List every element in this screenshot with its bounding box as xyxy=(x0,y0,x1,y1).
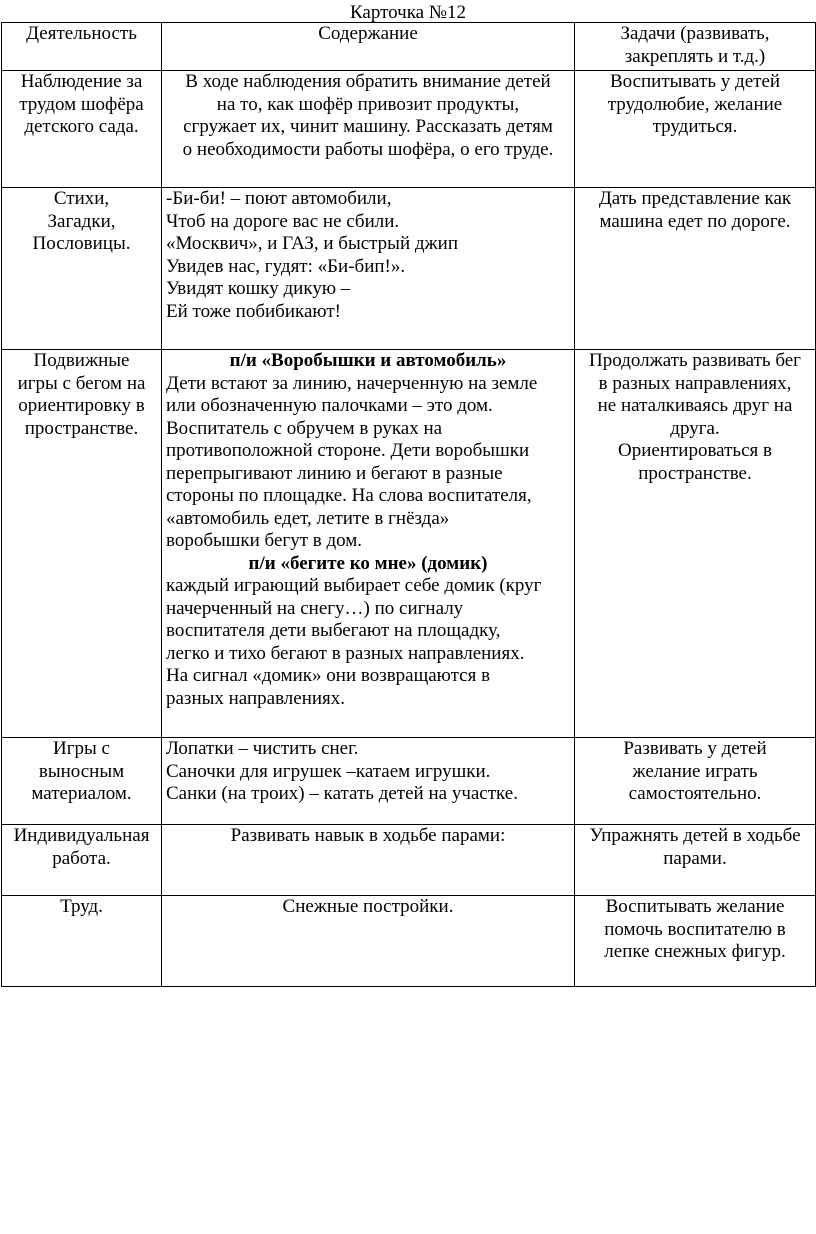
tasks-cell: Продолжать развивать бег в разных направлениях, не наталкиваясь друг на друга. Ориентироваться в пространстве. xyxy=(575,350,816,738)
table-row xyxy=(2,825,816,896)
activity-cell: Труд. xyxy=(2,896,162,987)
header-tasks: Задачи (развивать, закреплять и т.д.) xyxy=(575,23,816,71)
content-cell: п/и «Воробышки и автомобиль» Дети встают за линию, начерченную на земле или обозначенную палочками – это дом. Воспитатель с обручем в руках на противоположной стороне. Дети воробышки перепрыгивают линию и бегают в разные стороны по площадке. На слова воспитателя, «автомобиль едет, летите в гнёзда» воробышки бегут в дом. п/и «бегите ко мне» (домик) каждый играющий выбирает себе домик (круг начерченный на снегу…) по сигналу воспитателя дети выбегают на площадку, легко и тихо бегают в разных направлениях. На сигнал «домик» они возвращаются в разных направлениях. xyxy=(162,350,575,738)
activity-cell: Стихи, Загадки, Пословицы. xyxy=(2,188,162,350)
content-cell: Развивать навык в ходьбе парами: xyxy=(162,825,575,896)
content-cell: В ходе наблюдения обратить внимание детей на то, как шофёр привозит продукты, сгружает их, чинит машину. Рассказать детям о необходимости работы шофёра, о его труде. xyxy=(162,71,575,188)
activity-cell: Наблюдение за трудом шофёра детского сада. xyxy=(2,71,162,188)
card-title: Карточка №12 xyxy=(350,2,466,23)
activity-table xyxy=(1,22,816,987)
table-row xyxy=(2,188,816,350)
activity-cell: Игры с выносным материалом. xyxy=(2,738,162,825)
content-cell: Снежные постройки. xyxy=(162,896,575,987)
header-content: Содержание xyxy=(162,23,575,71)
table-row xyxy=(2,350,816,738)
tasks-cell: Упражнять детей в ходьбе парами. xyxy=(575,825,816,896)
tasks-cell: Воспитывать желание помочь воспитателю в лепке снежных фигур. xyxy=(575,896,816,987)
table-row xyxy=(2,896,816,987)
tasks-cell: Дать представление как машина едет по дороге. xyxy=(575,188,816,350)
table-row xyxy=(2,738,816,825)
header-activity: Деятельность xyxy=(2,23,162,71)
activity-cell: Подвижные игры с бегом на ориентировку в пространстве. xyxy=(2,350,162,738)
table-row xyxy=(2,71,816,188)
content-cell: Лопатки – чистить снег. Саночки для игрушек –катаем игрушки. Санки (на троих) – катать детей на участке. xyxy=(162,738,575,825)
game-title: п/и «Воробышки и автомобиль» xyxy=(229,350,507,371)
activity-cell: Индивидуальная работа. xyxy=(2,825,162,896)
tasks-cell: Развивать у детей желание играть самостоятельно. xyxy=(575,738,816,825)
table-header-row xyxy=(2,23,816,71)
content-cell: -Би-би! – поют автомобили, Чтоб на дороге вас не сбили. «Москвич», и ГАЗ, и быстрый джип Увидев нас, гудят: «Би-бип!». Увидят кошку дикую – Ей тоже побибикают! xyxy=(162,188,575,350)
tasks-cell: Воспитывать у детей трудолюбие, желание трудиться. xyxy=(575,71,816,188)
game-title: п/и «бегите ко мне» (домик) xyxy=(248,552,488,574)
